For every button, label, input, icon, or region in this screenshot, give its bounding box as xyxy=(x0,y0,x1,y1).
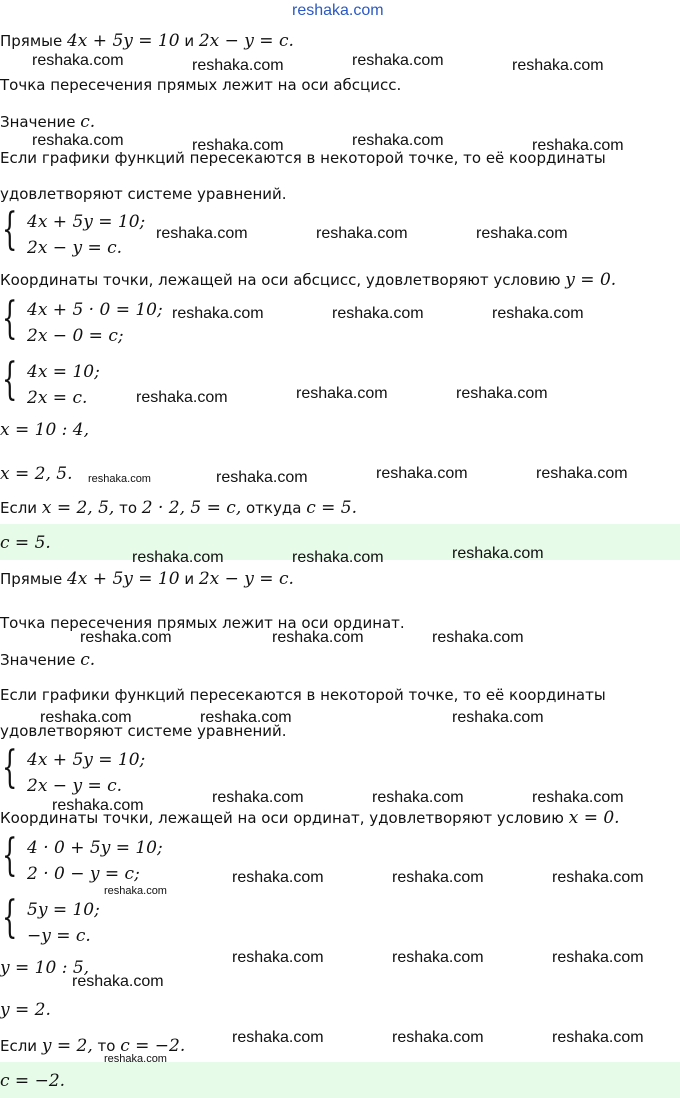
explanation-line: Если графики функций пересекаются в некоторой точке, то её координаты xyxy=(0,686,606,704)
watermark: reshaka.com xyxy=(272,629,364,646)
watermark: reshaka.com xyxy=(132,549,224,566)
watermark: reshaka.com xyxy=(212,789,304,806)
equation: x = 0. xyxy=(568,808,620,828)
text: Если xyxy=(0,499,42,517)
explanation-line: удовлетворяют системе уравнений. xyxy=(0,722,287,740)
system-brace: { xyxy=(2,354,18,405)
system-row: 4x + 5y = 10; xyxy=(27,212,146,232)
text: Если xyxy=(0,1037,42,1055)
watermark: reshaka.com xyxy=(476,225,568,242)
text: и xyxy=(179,32,199,50)
watermark: reshaka.com xyxy=(156,225,248,242)
watermark: reshaka.com xyxy=(232,1029,324,1046)
unknown-label xyxy=(0,112,95,132)
equation: 4x + 5y = 10 xyxy=(66,31,180,51)
system-row: 4x = 10; xyxy=(27,362,100,382)
equation: 2 · 2, 5 = c, xyxy=(141,498,242,518)
conclusion-line xyxy=(0,498,357,518)
equation: y = 2, xyxy=(41,1036,93,1056)
system-brace: { xyxy=(2,830,18,881)
text: то xyxy=(92,1037,121,1055)
condition-line xyxy=(0,270,616,290)
calculation-line: x = 2, 5. xyxy=(0,464,73,484)
watermark: reshaka.com xyxy=(352,52,444,69)
watermark: reshaka.com xyxy=(392,949,484,966)
watermark: reshaka.com xyxy=(352,132,444,149)
watermark: reshaka.com xyxy=(32,52,124,69)
watermark: reshaka.com xyxy=(172,305,264,322)
watermark: reshaka.com xyxy=(192,57,284,74)
text: откуда xyxy=(241,499,307,517)
watermark: reshaka.com xyxy=(392,1029,484,1046)
calculation-line: x = 10 : 4, xyxy=(0,420,90,440)
watermark: reshaka.com xyxy=(332,305,424,322)
text: и xyxy=(179,570,199,588)
watermark: reshaka.com xyxy=(216,469,308,486)
system-row: 2x − y = c. xyxy=(27,776,123,796)
watermark: reshaka.com xyxy=(552,949,644,966)
equation: 2x − y = c. xyxy=(198,31,294,51)
equation: 2x − y = c. xyxy=(198,569,294,589)
watermark: reshaka.com xyxy=(372,789,464,806)
watermark: reshaka.com xyxy=(104,1053,167,1065)
answer-text: c = 5. xyxy=(0,533,51,553)
watermark: reshaka.com xyxy=(552,869,644,886)
explanation-line: Если графики функций пересекаются в некоторой точке, то её координаты xyxy=(0,149,606,167)
system-row: 2x = c. xyxy=(27,388,88,408)
system-row: 5y = 10; xyxy=(27,900,100,920)
watermark: reshaka.com xyxy=(136,389,228,406)
text: то xyxy=(114,499,142,517)
watermark: reshaka.com xyxy=(52,797,144,814)
variable: c. xyxy=(80,112,96,132)
system-row: 4x + 5y = 10; xyxy=(27,750,146,770)
condition-text: Точка пересечения прямых лежит на оси ординат. xyxy=(0,614,405,632)
watermark: reshaka.com xyxy=(456,385,548,402)
watermark: reshaka.com xyxy=(292,549,384,566)
watermark: reshaka.com xyxy=(452,709,544,726)
system-brace: { xyxy=(2,742,18,793)
watermark: reshaka.com xyxy=(492,305,584,322)
system-row: −y = c. xyxy=(27,926,91,946)
watermark: reshaka.com xyxy=(104,885,167,897)
system-row: 4x + 5 · 0 = 10; xyxy=(27,300,163,320)
equation: y = 0. xyxy=(565,270,617,290)
watermark: reshaka.com xyxy=(80,629,172,646)
watermark: reshaka.com xyxy=(552,1029,644,1046)
watermark: reshaka.com xyxy=(452,545,544,562)
system-row: 2 · 0 − y = c; xyxy=(27,864,140,884)
equation: c = −2. xyxy=(120,1036,186,1056)
watermark: reshaka.com xyxy=(532,137,624,154)
answer-highlight-2 xyxy=(0,1062,680,1098)
text: Прямые xyxy=(0,32,67,50)
watermark: reshaka.com xyxy=(88,473,151,485)
system-row: 2x − y = c. xyxy=(27,238,123,258)
watermark: reshaka.com xyxy=(232,949,324,966)
watermark: reshaka.com xyxy=(432,629,524,646)
watermark: reshaka.com xyxy=(512,57,604,74)
text: Значение xyxy=(0,113,81,131)
equation: 4x + 5y = 10 xyxy=(66,569,180,589)
site-watermark-top: reshaka.com xyxy=(292,2,384,19)
watermark: reshaka.com xyxy=(32,132,124,149)
system-row: 4 · 0 + 5y = 10; xyxy=(27,838,163,858)
text: Координаты точки, лежащей на оси абсцисс, удовлетворяют условию xyxy=(0,271,566,289)
watermark: reshaka.com xyxy=(192,137,284,154)
watermark: reshaka.com xyxy=(232,869,324,886)
variable: c. xyxy=(80,650,96,670)
calculation-line: y = 2. xyxy=(0,1000,51,1020)
system-row: 2x − 0 = c; xyxy=(27,326,124,346)
system-brace: { xyxy=(2,293,18,344)
watermark: reshaka.com xyxy=(40,709,132,726)
text: Значение xyxy=(0,651,81,669)
condition-text: Точка пересечения прямых лежит на оси абсцисс. xyxy=(0,76,402,94)
unknown-label xyxy=(0,650,95,670)
problem-statement-lines xyxy=(0,31,294,51)
watermark: reshaka.com xyxy=(536,465,628,482)
text: Координаты точки, лежащей на оси ординат, удовлетворяют условию xyxy=(0,809,569,827)
watermark: reshaka.com xyxy=(72,973,164,990)
watermark: reshaka.com xyxy=(316,225,408,242)
system-brace: { xyxy=(2,892,18,943)
answer-text: c = −2. xyxy=(0,1071,66,1091)
text: Прямые xyxy=(0,570,67,588)
system-brace: { xyxy=(2,204,18,255)
equation: c = 5. xyxy=(306,498,357,518)
equation: x = 2, 5, xyxy=(41,498,115,518)
watermark: reshaka.com xyxy=(296,385,388,402)
problem-statement-lines xyxy=(0,569,294,589)
explanation-line: удовлетворяют системе уравнений. xyxy=(0,185,287,203)
watermark: reshaka.com xyxy=(376,465,468,482)
watermark: reshaka.com xyxy=(532,789,624,806)
watermark: reshaka.com xyxy=(392,869,484,886)
calculation-line: y = 10 : 5, xyxy=(0,958,90,978)
watermark: reshaka.com xyxy=(200,709,292,726)
